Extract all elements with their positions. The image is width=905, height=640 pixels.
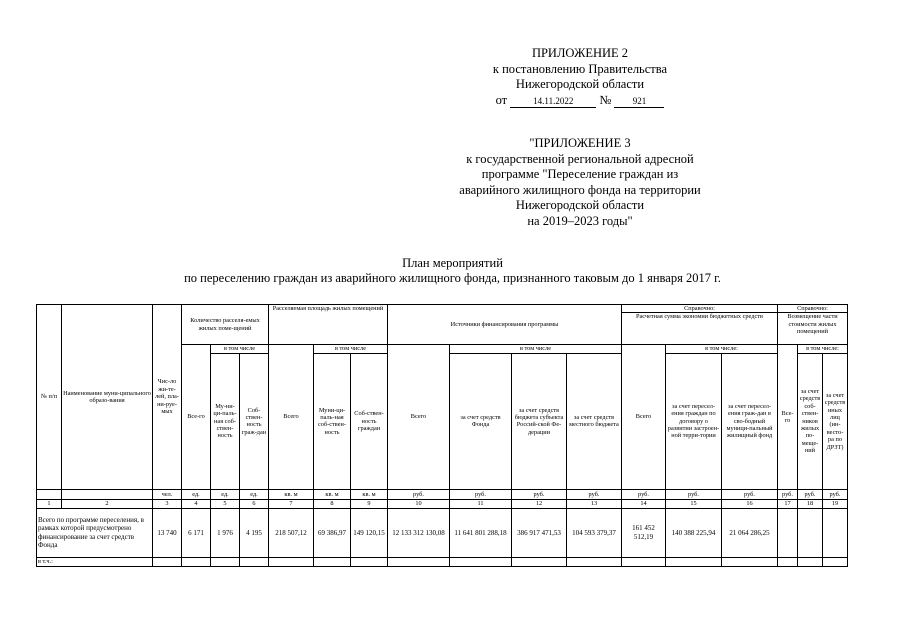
appendix2-line: к постановлению Правительства	[492, 61, 668, 76]
column-number: 6	[240, 499, 269, 508]
appendix3-line: Нижегородской области	[515, 198, 645, 212]
unit-cell: ед.	[211, 489, 240, 499]
header-rooms: Количество расселя-емых жилых поме-щений	[182, 305, 269, 345]
column-number: 19	[823, 499, 848, 508]
column-number: 8	[314, 499, 351, 508]
appendix3-line: к государственной региональной адресной	[466, 151, 694, 166]
row-economy-total: 161 452 512,19	[622, 508, 666, 557]
unit-cell: ед.	[240, 489, 269, 499]
header-people: Чис-ло жи-те-лей, пла-ни-руе-мых	[153, 305, 182, 490]
appendix3-line: аварийного жилищного фонда на территории	[459, 182, 701, 197]
header-rooms-total: Все-го	[182, 345, 211, 489]
table-row-total	[37, 508, 848, 557]
unit-cell: чел.	[153, 489, 182, 499]
header-compensation-other: за счет средств иных лиц (ин-весто-ра по ДРЗТ)	[823, 353, 848, 489]
column-number: 14	[622, 499, 666, 508]
unit-cell: руб.	[798, 489, 823, 499]
decree-date-number: от 14.11.2022 № 921	[390, 93, 770, 109]
unit-cell: руб.	[778, 489, 798, 499]
row-compensation-total	[778, 508, 798, 557]
appendix2-line: Нижегородской области	[515, 77, 645, 91]
header-economy-total: Всего	[622, 345, 666, 489]
header-economy-incl: в том числе:	[666, 345, 778, 353]
row-compensation-owners	[798, 508, 823, 557]
header-sources-local: за счет средств местного бюджета	[567, 353, 622, 489]
header-compensation: Возмещение части стоимости жилых помещений	[778, 313, 848, 345]
header-sources-region: за счет средств бюджета субъекта Россий-ской Фе-дерации	[512, 353, 567, 489]
column-number: 10	[388, 499, 450, 508]
column-number: 7	[269, 499, 314, 508]
plan-title	[0, 256, 905, 286]
column-number: 11	[450, 499, 512, 508]
header-compensation-incl: в том числе:	[798, 345, 848, 353]
column-number: 4	[182, 499, 211, 508]
header-num: № п/п	[37, 305, 62, 490]
appendix3-line: программе "Переселение граждан из	[481, 167, 679, 181]
column-number: 2	[62, 499, 153, 508]
column-number: 15	[666, 499, 722, 508]
header-area-total: Всего	[269, 345, 314, 489]
appendix3-header	[390, 136, 770, 229]
column-number: 16	[722, 499, 778, 508]
row-rooms-municipal: 1 976	[211, 508, 240, 557]
row-economy-development: 140 388 225,94	[666, 508, 722, 557]
column-number: 18	[798, 499, 823, 508]
header-sources: Источники финансирования программы	[388, 305, 622, 345]
decree-date: 14.11.2022	[510, 96, 596, 108]
row-compensation-other	[823, 508, 848, 557]
header-rooms-incl: в том числе	[211, 345, 269, 353]
header-sources-incl: в том числе	[450, 345, 622, 353]
row-name: Всего по программе переселения, в рамках которой предусмотрено финансирование за счет средств Фонда	[37, 508, 153, 557]
row-area-municipal: 69 386,97	[314, 508, 351, 557]
table-row-including	[37, 557, 848, 566]
column-number: 13	[567, 499, 622, 508]
unit-cell: руб.	[666, 489, 722, 499]
column-number: 3	[153, 499, 182, 508]
unit-cell: кв. м	[269, 489, 314, 499]
unit-cell: ед.	[182, 489, 211, 499]
row-sources-region: 386 917 471,53	[512, 508, 567, 557]
unit-cell: руб.	[567, 489, 622, 499]
header-reference-2: Справочно:	[778, 305, 848, 313]
decree-number: 921	[614, 96, 664, 108]
header-name: Наименование муни-ципального образо-вания	[62, 305, 153, 490]
header-rooms-municipal: Му-ни-ци-паль-ная соб-ствен-ность	[211, 353, 240, 489]
header-compensation-owners: за счет средств соб-ствен-ников жилых по-меще-ний	[798, 353, 823, 489]
unit-cell: руб.	[622, 489, 666, 499]
plan-title-line1: План мероприятий	[402, 256, 503, 270]
row-economy-free-fund: 21 064 286,25	[722, 508, 778, 557]
header-economy-free-fund: за счет пересел-ения граж-дан в сво-бодный муници-пальный жилищный фонд	[722, 353, 778, 489]
plan-table	[36, 304, 848, 567]
appendix3-title: "ПРИЛОЖЕНИЕ 3	[529, 136, 631, 150]
unit-cell: кв. м	[351, 489, 388, 499]
header-reference-1: Справочно:	[622, 305, 778, 313]
unit-cell: руб.	[450, 489, 512, 499]
header-compensation-total: Все-го	[778, 345, 798, 489]
appendix3-line: на 2019–2023 годы"	[527, 213, 633, 228]
plan-title-line2: по переселению граждан из аварийного жилищного фонда, признанного таковым до 1 января 2017 г.	[184, 271, 721, 285]
appendix2-title: ПРИЛОЖЕНИЕ 2	[531, 46, 629, 60]
header-sources-fund: за счет средств Фонда	[450, 353, 512, 489]
row-people: 13 740	[153, 508, 182, 557]
row-rooms-private: 4 195	[240, 508, 269, 557]
row-area-total: 218 507,12	[269, 508, 314, 557]
unit-cell: руб.	[722, 489, 778, 499]
header-economy: Расчетная сумма экономии бюджетных средств	[622, 313, 778, 345]
unit-cell: руб.	[388, 489, 450, 499]
row-area-private: 149 120,15	[351, 508, 388, 557]
row-sources-local: 104 593 379,37	[567, 508, 622, 557]
column-number: 9	[351, 499, 388, 508]
header-sources-total: Всего	[388, 345, 450, 489]
header-area-municipal: Муни-ци-паль-ная соб-ствен-ность	[314, 353, 351, 489]
header-area-private: Соб-ствен-ность граждан	[351, 353, 388, 489]
row-sources-total: 12 133 312 130,08	[388, 508, 450, 557]
row-sources-fund: 11 641 801 288,18	[450, 508, 512, 557]
unit-cell: руб.	[823, 489, 848, 499]
header-area: Расселяемая площадь жилых помещений	[269, 305, 388, 345]
unit-cell: руб.	[512, 489, 567, 499]
unit-cell: кв. м	[314, 489, 351, 499]
column-number: 17	[778, 499, 798, 508]
column-number: 1	[37, 499, 62, 508]
appendix2-header	[390, 46, 770, 108]
column-number: 12	[512, 499, 567, 508]
row-including-label: в т.ч.:	[37, 557, 153, 566]
header-economy-development: за счет пересел-ения граждан по договору о развитии застроен-ной терри-тории	[666, 353, 722, 489]
header-area-incl: в том числе	[314, 345, 388, 353]
row-rooms-total: 6 171	[182, 508, 211, 557]
header-rooms-private: Соб-ствен-ность граж-дан	[240, 353, 269, 489]
column-number: 5	[211, 499, 240, 508]
